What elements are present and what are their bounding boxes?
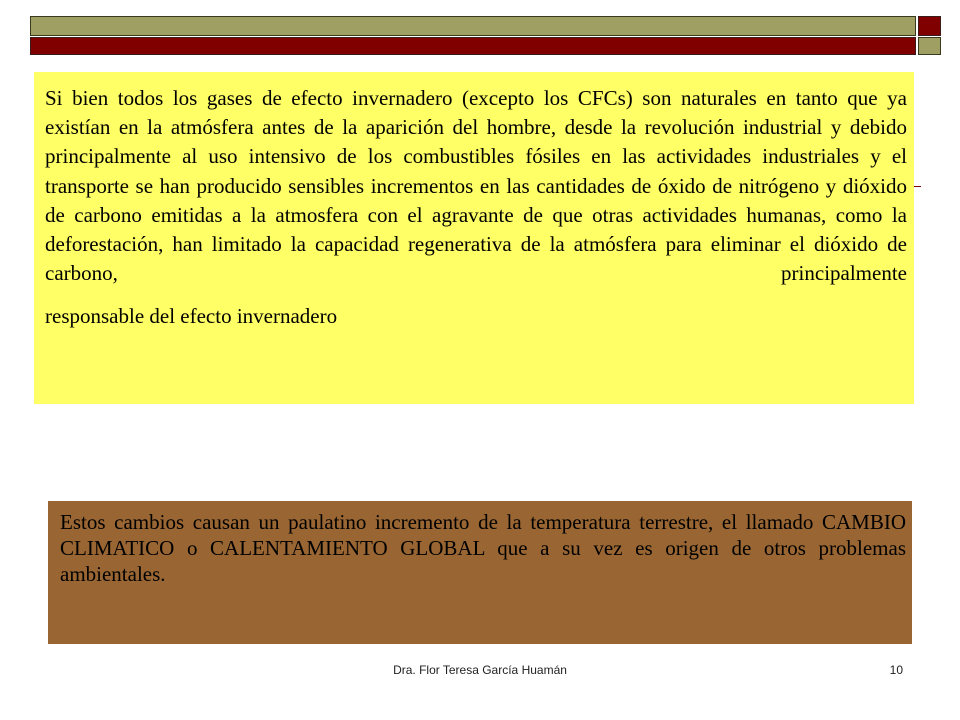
header-square-maroon — [918, 16, 941, 36]
header-bar-olive — [30, 16, 916, 36]
footer-author: Dra. Flor Teresa García Huamán — [393, 663, 567, 677]
page-number: 10 — [889, 663, 903, 677]
yellow-paragraph-tail: responsable del efecto invernadero — [45, 304, 338, 329]
brown-text-box — [48, 501, 912, 644]
header-bar-maroon — [30, 37, 916, 55]
yellow-paragraph: Si bien todos los gases de efecto invernadero (excepto los CFCs) son naturales en tanto que ya existían en la atmósfera antes de la aparición del hombre, desde la revolución industrial y debido principalmente al uso intensivo de los combustibles fósiles en las actividades industriales y el transporte se han producido sensibles incrementos en las cantidades de óxido de nitrógeno y dióxido de carbono emitidas a la atmosfera con el agravante de que otras actividades humanas, como la deforestación, han limitado la capacidad regenerativa de la atmósfera para eliminar el dióxido de carbono, principalmente — [45, 86, 907, 286]
header-square-olive — [918, 37, 941, 55]
yellow-text-box — [34, 72, 914, 404]
brown-paragraph: Estos cambios causan un paulatino incremento de la temperatura terrestre, el llamado CAMBIO CLIMATICO o CALENTAMIENTO GLOBAL que a su vez es origen de otros problemas ambientales. — [60, 510, 906, 586]
